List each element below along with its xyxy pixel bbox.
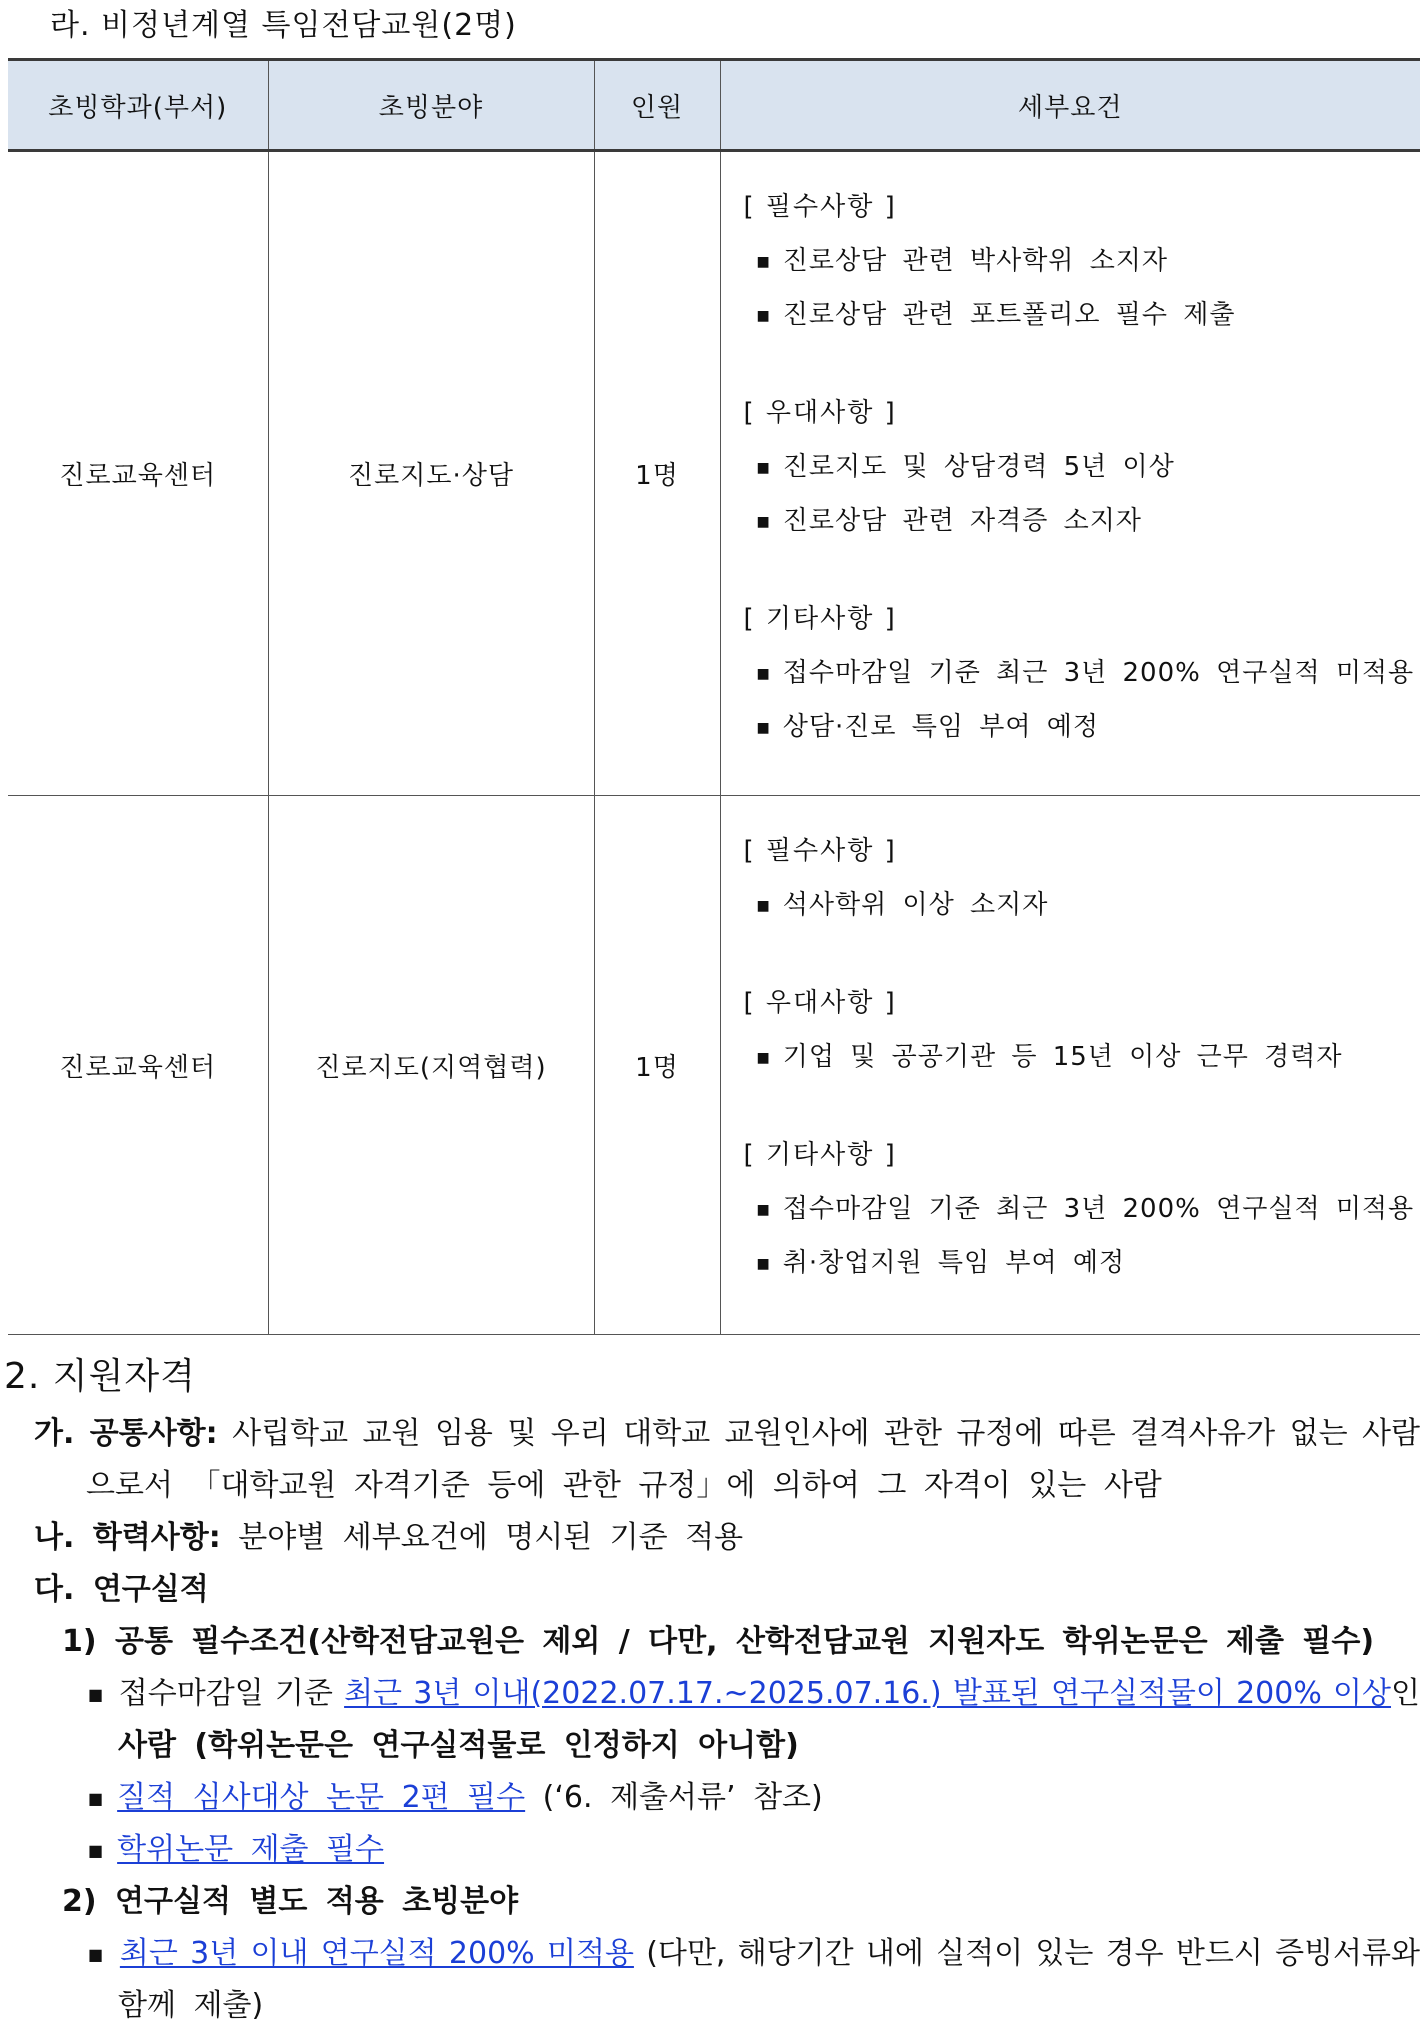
dept-cell: 진로교육센터 — [8, 151, 268, 796]
header-requirements: 세부요건 — [720, 60, 1420, 151]
research-requirement-link[interactable]: 최근 3년 이내(2022.07.17.~2025.07.16.) 발표된 연구실적물이 200% 이상 — [344, 1676, 1392, 1711]
list-item — [88, 1824, 384, 1876]
table-row — [8, 151, 1420, 796]
list-item: ■ 접수마감일 기준 최근 3년 이내(2022.07.17.~2025.07.16.) 발표된 연구실적물이 200% 이상인 — [88, 1676, 1420, 1711]
square-bullet-icon: ■ — [756, 1201, 771, 1218]
required-heading: [ 필수사항 ] — [743, 192, 897, 222]
list-item: ■ 취·창업지원 특임 부여 예정 — [756, 1248, 1126, 1278]
square-bullet-icon: ■ — [756, 719, 771, 736]
list-item-continuation: 함께 제출) — [118, 1988, 264, 2023]
list-item: ■ 진로상담 관련 포트폴리오 필수 제출 — [756, 300, 1236, 330]
list-item: ■ 기업 및 공공기관 등 15년 이상 근무 경력자 — [756, 1042, 1343, 1072]
research-heading: 다. 연구실적 — [34, 1572, 209, 1607]
header-field: 초빙분야 — [268, 60, 594, 151]
square-bullet-icon: ■ — [88, 1788, 104, 1808]
section-title: 라. 비정년계열 특임전담교원(2명) — [50, 8, 517, 43]
common-requirements-line2: 으로서 「대학교원 자격기준 등에 관한 규정」에 의하여 그 자격이 있는 사람 — [86, 1468, 1162, 1503]
recruit-table — [8, 58, 1420, 1335]
table-row — [8, 796, 1420, 1335]
square-bullet-icon: ■ — [88, 1840, 104, 1860]
requirements-cell — [720, 151, 1420, 796]
square-bullet-icon: ■ — [88, 1944, 106, 1964]
required-heading: [ 필수사항 ] — [743, 836, 897, 866]
header-dept: 초빙학과(부서) — [8, 60, 268, 151]
square-bullet-icon: ■ — [756, 513, 771, 530]
common-condition-title: 1) 공통 필수조건(산학전담교원은 제외 / 다만, 산학전담교원 지원자도 학위논문은 제출 필수) — [62, 1624, 1375, 1659]
list-item: ■ 접수마감일 기준 최근 3년 200% 연구실적 미적용 — [756, 1194, 1415, 1224]
field-cell: 진로지도·상담 — [268, 151, 594, 796]
header-count: 인원 — [594, 60, 720, 151]
required-group — [744, 180, 1421, 342]
field-cell: 진로지도(지역협력) — [268, 796, 594, 1335]
list-item: ■ 진로상담 관련 박사학위 소지자 — [756, 246, 1169, 276]
square-bullet-icon: ■ — [756, 253, 771, 270]
count-cell: 1명 — [594, 796, 720, 1335]
preferred-heading: [ 우대사항 ] — [743, 398, 897, 428]
other-group — [744, 592, 1421, 754]
square-bullet-icon: ■ — [756, 665, 771, 682]
other-group — [744, 1128, 1421, 1290]
square-bullet-icon: ■ — [756, 897, 771, 914]
square-bullet-icon: ■ — [756, 459, 771, 476]
list-item: ■ 진로지도 및 상담경력 5년 이상 — [756, 452, 1175, 482]
thesis-submission-link[interactable]: 학위논문 제출 필수 — [117, 1832, 385, 1867]
other-heading: [ 기타사항 ] — [743, 604, 897, 634]
separate-application-title: 2) 연구실적 별도 적용 초빙분야 — [62, 1884, 519, 1919]
education-requirements: 나. 학력사항: 분야별 세부요건에 명시된 기준 적용 — [34, 1520, 744, 1555]
count-cell: 1명 — [594, 151, 720, 796]
common-requirements-line1: 가. 공통사항: 사립학교 교원 임용 및 우리 대학교 교원인사에 관한 규정에 따른 결격사유가 없는 사람 — [34, 1416, 1420, 1451]
list-item: ■ 석사학위 이상 소지자 — [756, 890, 1049, 920]
list-item-continuation: 사람 (학위논문은 연구실적물로 인정하지 아니함) — [118, 1728, 799, 1763]
list-item: ■ 상담·진로 특임 부여 예정 — [756, 712, 1099, 742]
qualitative-review-link[interactable]: 질적 심사대상 논문 2편 필수 — [117, 1780, 526, 1815]
list-item: ■ 질적 심사대상 논문 2편 필수 (‘6. 제출서류’ 참조) — [88, 1780, 823, 1815]
square-bullet-icon: ■ — [756, 1049, 771, 1066]
square-bullet-icon: ■ — [756, 307, 771, 324]
list-item: ■ 진로상담 관련 자격증 소지자 — [756, 506, 1142, 536]
list-item: ■ 최근 3년 이내 연구실적 200% 미적용 (다만, 해당기간 내에 실적이 있는 경우 반드시 증빙서류와 — [88, 1936, 1420, 1971]
square-bullet-icon: ■ — [756, 1255, 771, 1272]
preferred-group — [744, 386, 1421, 548]
list-item: ■ 접수마감일 기준 최근 3년 200% 연구실적 미적용 — [756, 658, 1415, 688]
table-header-row — [8, 60, 1420, 151]
dept-cell: 진로교육센터 — [8, 796, 268, 1335]
other-heading: [ 기타사항 ] — [743, 1140, 897, 1170]
preferred-group — [744, 976, 1421, 1084]
square-bullet-icon: ■ — [88, 1684, 105, 1704]
requirements-cell — [720, 796, 1420, 1335]
required-group — [744, 824, 1421, 932]
preferred-heading: [ 우대사항 ] — [743, 988, 897, 1018]
qualification-title: 2. 지원자격 — [4, 1356, 196, 1397]
research-exemption-link[interactable]: 최근 3년 이내 연구실적 200% 미적용 — [119, 1936, 634, 1971]
